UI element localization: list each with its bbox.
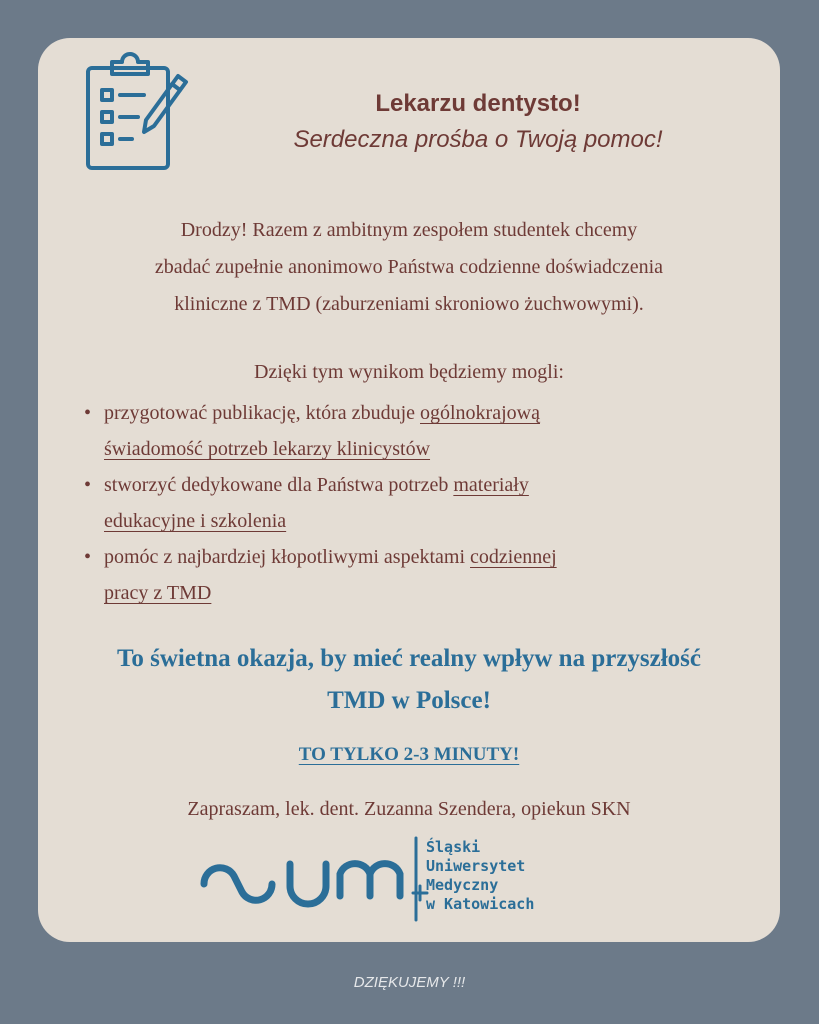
intro-line: kliniczne z TMD (zaburzeniami skroniowo żuchwowymi). [174, 293, 644, 315]
heading [188, 88, 768, 156]
page-subtitle: Serdeczna prośba o Twoją pomoc! [293, 126, 663, 153]
list-item [84, 539, 744, 611]
info-card [38, 38, 780, 942]
intro-line: zbadać zupełnie anonimowo Państwa codzienne doświadczenia [154, 256, 664, 278]
underlined-text: edukacyjne i szkolenia [104, 510, 287, 532]
list-item-text: przygotować publikację, która zbuduje [104, 402, 420, 424]
university-name-line: Śląski [426, 838, 481, 856]
list-item [84, 467, 744, 539]
duration-note: TO TYLKO 2-3 MINUTY! [298, 744, 520, 765]
thank-you-footer: DZIĘKUJEMY !!! [353, 974, 466, 991]
university-name-line: Medyczny [426, 876, 499, 894]
bullet-dot: • [84, 402, 92, 424]
clipboard-checklist-icon [82, 46, 192, 174]
cta-line: To świetna okazja, by mieć realny wpływ na przyszłość [116, 645, 702, 672]
call-to-action [48, 638, 770, 722]
university-name [426, 838, 606, 914]
underlined-text: materiały [453, 474, 529, 496]
university-name-line: w Katowicach [426, 895, 535, 913]
list-item [84, 395, 744, 467]
intro-line: Drodzy! Razem z ambitnym zespołem studentek chcemy [180, 219, 638, 241]
list-item-text: pomóc z najbardziej kłopotliwymi aspektami [104, 546, 471, 568]
page-title: Lekarzu dentysto! [375, 90, 581, 117]
underlined-text: codziennej [470, 546, 557, 568]
signature: Zapraszam, lek. dent. Zuzanna Szendera, opiekun SKN [187, 798, 631, 820]
results-lead: Dzięki tym wynikom będziemy mogli: [254, 361, 564, 383]
intro-paragraph [68, 212, 750, 323]
underlined-text: świadomość potrzeb lekarzy klinicystów [104, 438, 431, 460]
results-list [84, 395, 744, 611]
underlined-text: ogólnokrajową [420, 402, 540, 424]
list-item-text: stworzyć dedykowane dla Państwa potrzeb [104, 474, 454, 496]
cta-line: TMD w Polsce! [327, 687, 491, 714]
university-name-line: Uniwersytet [426, 857, 526, 875]
underlined-text: pracy z TMD [104, 582, 212, 604]
bullet-dot: • [84, 474, 92, 496]
bullet-dot: • [84, 546, 92, 568]
